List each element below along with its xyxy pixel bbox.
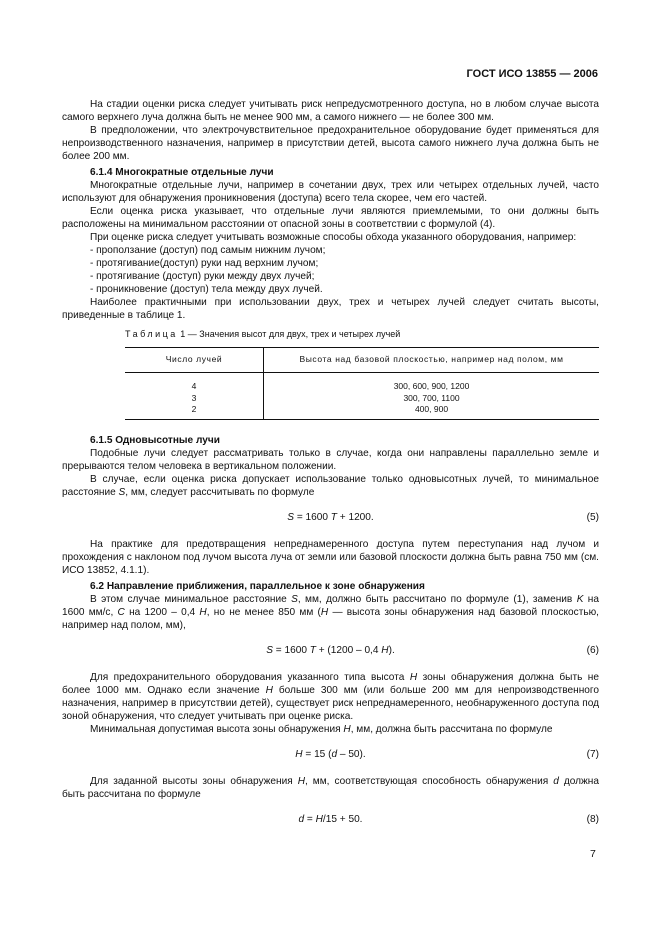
- paragraph-min-height: [62, 723, 599, 736]
- paragraph-practice: На практике для предотвращения непреднамеренного доступа путем переступания над лучом и прохождения с наклоном под лучом высота луча от земли или базовой плоскости должна быть равна 750 мм (см. ИСО 13852, 4.1.1).: [62, 538, 599, 576]
- text: на 1600 мм/с,: [62, 593, 599, 618]
- table-caption-word: Таблица: [125, 329, 178, 339]
- text: – 50).: [337, 748, 366, 760]
- paragraph-table-ref: Наиболее практичными при использовании двух, трех и четырех лучей следует считать высоты, приведенные в таблице 1.: [62, 297, 599, 321]
- page-number: 7: [590, 848, 596, 860]
- text: В этом случае минимальное расстояние: [90, 593, 292, 605]
- text: на 1200 – 0,4: [124, 606, 200, 618]
- formula-6: [62, 644, 599, 657]
- formula-number: (6): [586, 644, 599, 656]
- var: T: [309, 644, 316, 656]
- var: H: [381, 644, 389, 656]
- var: S: [291, 593, 298, 605]
- var: d: [331, 748, 338, 760]
- table-row: [125, 373, 599, 393]
- paragraph-parallel-beams: Подобные лучи следует рассматривать только в случае, когда они направлены параллельно земле и прерываются телом человека в вертикальном положении.: [62, 447, 599, 472]
- paragraph-risk-height: На стадии оценки риска следует учитывать риск непредусмотренного доступа, но в любом случае высота самого верхнего луча должна быть не менее 900 мм, а самого нижнего — не более 300 мм.: [62, 99, 599, 123]
- table-row: [125, 404, 599, 419]
- list-item: - проникновение (доступ) тела между двух лучей.: [90, 284, 323, 295]
- text: , мм, соответствующая способность обнаружения: [304, 775, 554, 787]
- var: d: [298, 813, 305, 825]
- formula-5: [62, 511, 599, 524]
- formula-number: (7): [586, 748, 599, 760]
- var: K: [576, 593, 584, 605]
- formula-7: [62, 748, 599, 761]
- text: больше 300 мм (или больше 200 мм для непроизводственного назначения, например в присутствии детей), существует риск непреднамеренного, необнаруженного доступа под зоной обнаружения, что следует учитывать при оценке риска.: [62, 684, 599, 722]
- paragraph-children: В предположении, что электрочувствительное предохранительное оборудование будет применяться для непроизводственного назначения, например в присутствии детей, высота самого нижнего луча должна быть не более 200 мм.: [62, 125, 599, 162]
- paragraph-min-distance: Если оценка риска указывает, что отдельные лучи являются приемлемыми, то они должны быть расположены на минимальном расстоянии от опасной зоны в соответствии с формулой (4).: [62, 206, 599, 230]
- text: Для заданной высоты зоны обнаружения: [90, 775, 298, 787]
- var: d: [553, 775, 559, 787]
- formula-expression: [62, 511, 599, 524]
- formula-expression: [62, 644, 599, 657]
- table-header-height: Высота над базовой плоскостью, например над полом, мм: [264, 348, 600, 373]
- var: H: [295, 748, 303, 760]
- text: , мм, должно быть рассчитано по формуле (1), заменив: [297, 593, 577, 605]
- paragraph-approach: [62, 593, 599, 632]
- section-heading-6-2: 6.2 Направление приближения, параллельное к зоне обнаружения: [90, 580, 425, 592]
- text: , мм, следует рассчитывать по формуле: [125, 486, 315, 498]
- table-header-beams: Число лучей: [125, 348, 264, 373]
- text: зоны обнаружения должна быть не более 1000 мм. Однако если значение: [62, 671, 599, 696]
- var: H: [199, 606, 207, 618]
- text: ).: [388, 644, 395, 656]
- list-item: - протягивание(доступ) руки над верхним лучом;: [90, 258, 319, 269]
- text: В случае, если оценка риска допускает использование только одновысотных лучей, то минимальное расстояние: [62, 473, 599, 498]
- text: = 1600: [272, 644, 310, 656]
- table-caption-text: 1 — Значения высот для двух, трех и четырех лучей: [177, 329, 401, 339]
- text: =: [304, 813, 316, 825]
- formula-8: [62, 813, 599, 826]
- paragraph-multiple-beams: Многократные отдельные лучи, например в сочетании двух, трех или четырех отдельных лучей, часто используют для обнаружения проникновения (доступа) всего тела скорее, чем его частей.: [62, 180, 599, 204]
- table-caption: [125, 328, 599, 341]
- paragraph-single-height: [62, 473, 599, 499]
- text: + 1200.: [336, 511, 374, 523]
- table-cell-height: 300, 700, 1100: [403, 392, 460, 403]
- table-cell-beams: 3: [125, 393, 264, 405]
- var: H: [320, 606, 329, 618]
- page-body: [62, 98, 599, 840]
- var: T: [330, 511, 337, 523]
- var: H: [297, 775, 305, 787]
- var: S: [266, 644, 273, 656]
- section-heading-6-1-4: 6.1.4 Многократные отдельные лучи: [90, 167, 274, 178]
- text: , но не менее 850 мм (: [206, 606, 321, 618]
- text: Для предохранительного оборудования указанного типа высота: [90, 671, 410, 683]
- table-cell-height: 300, 600, 900, 1200: [393, 381, 470, 391]
- paragraph-detection-height: [62, 671, 599, 723]
- document-header: ГОСТ ИСО 13855 — 2006: [466, 68, 598, 80]
- formula-number: (8): [586, 813, 599, 825]
- var: S: [118, 486, 126, 498]
- var: C: [117, 606, 125, 618]
- table-row: [125, 393, 599, 405]
- text: Минимальная допустимая высота зоны обнаружения: [90, 723, 344, 735]
- list-item: - проползание (доступ) под самым нижним лучом;: [90, 245, 326, 256]
- formula-number: (5): [586, 511, 599, 523]
- section-heading-6-1-5: 6.1.5 Одновысотные лучи: [90, 434, 220, 446]
- var: H: [409, 671, 418, 683]
- text: должна быть рассчитана по формуле: [62, 775, 599, 800]
- table-cell-height: 400, 900: [264, 404, 600, 419]
- text: = 1600: [294, 511, 331, 523]
- table-cell-beams: 4: [125, 373, 264, 393]
- table-cell-beams: 2: [125, 404, 264, 419]
- text: — высота зоны обнаружения над базовой плоскостью, например над полом, мм),: [62, 606, 599, 631]
- text: = 15 (: [302, 748, 332, 760]
- text: + (1200 – 0,4: [315, 644, 382, 656]
- beam-height-table: [125, 347, 599, 420]
- var: H: [343, 723, 351, 735]
- paragraph-bypass: При оценке риска следует учитывать возможные способы обхода указанного оборудования, например:: [90, 232, 577, 243]
- text: , мм, должна быть рассчитана по формуле: [350, 723, 553, 735]
- var: S: [287, 511, 295, 523]
- var: H: [315, 813, 323, 825]
- var: H: [265, 684, 273, 696]
- paragraph-detection-capability: [62, 775, 599, 801]
- text: /15 + 50.: [322, 813, 363, 825]
- formula-expression: [62, 813, 599, 826]
- formula-expression: [62, 748, 599, 761]
- list-item: - протягивание (доступ) руки между двух лучей;: [90, 271, 315, 282]
